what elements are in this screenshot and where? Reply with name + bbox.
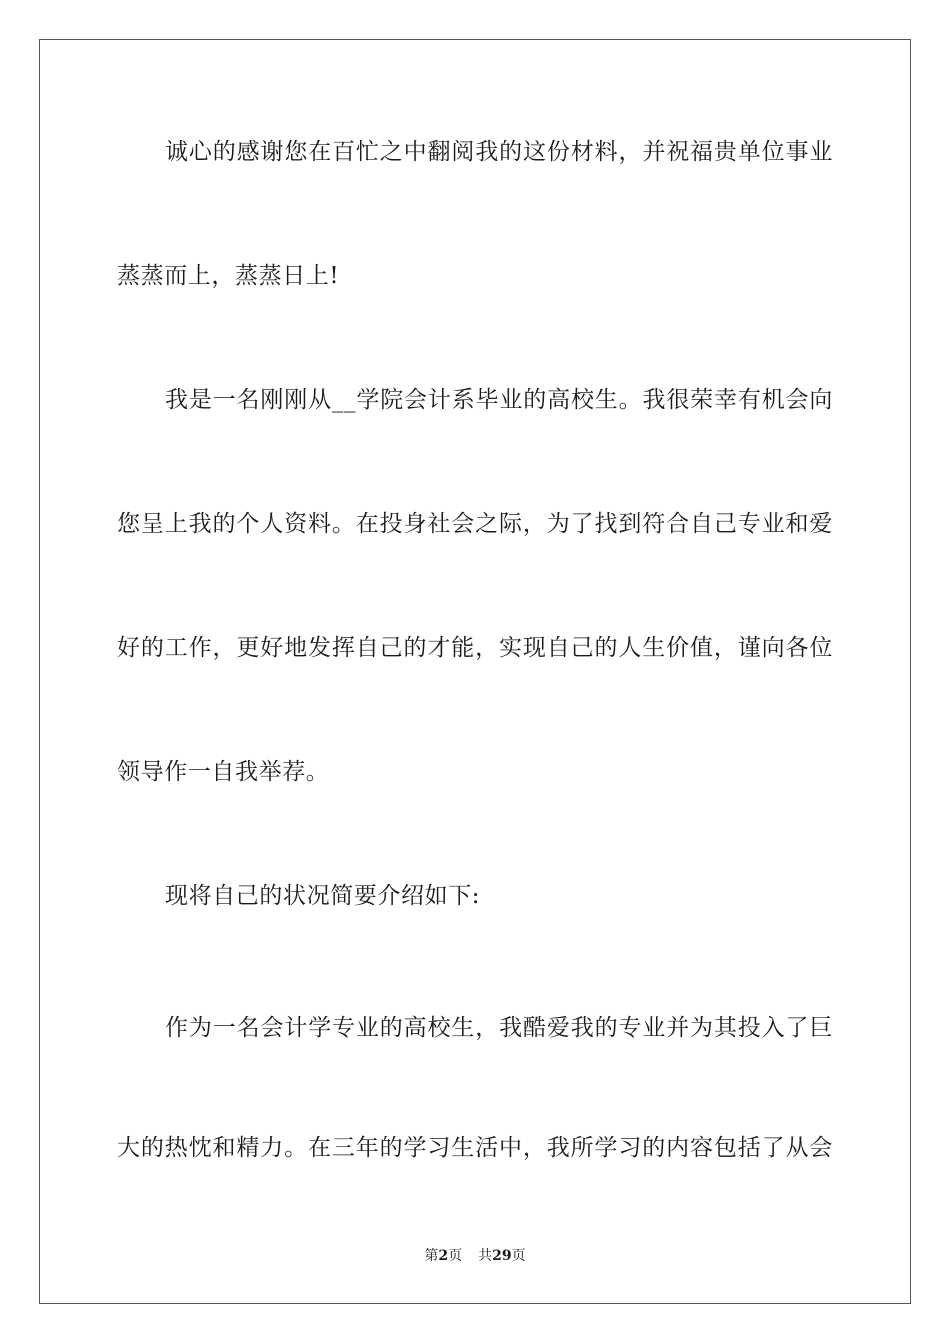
- total-prefix: 共: [478, 1248, 493, 1264]
- page-prefix: 第: [424, 1248, 439, 1264]
- page-border: [39, 39, 911, 1304]
- paragraph-line: 作为一名会计学专业的高校生，我酷爱我的专业并为其投入了巨: [165, 1015, 833, 1041]
- paragraph-line: 您呈上我的个人资料。在投身社会之际，为了找到符合自己专业和爱: [117, 511, 833, 537]
- paragraph-line: 好的工作，更好地发挥自己的才能，实现自己的人生价值，谨向各位: [117, 635, 833, 661]
- total-suffix: 页: [511, 1248, 526, 1264]
- page-suffix: 页: [448, 1248, 463, 1264]
- paragraph-line: 诚心的感谢您在百忙之中翻阅我的这份材料，并祝福贵单位事业: [165, 139, 833, 165]
- paragraph-line: 大的热忱和精力。在三年的学习生活中，我所学习的内容包括了从会: [117, 1135, 833, 1161]
- paragraph-line: 我是一名刚刚从__学院会计系毕业的高校生。我很荣幸有机会向: [165, 387, 833, 413]
- paragraph-line: 蒸蒸而上，蒸蒸日上!: [117, 263, 340, 289]
- paragraph-line: 现将自己的状况简要介绍如下:: [165, 883, 481, 909]
- page-total: 29: [492, 1248, 512, 1264]
- page-current: 2: [438, 1248, 449, 1264]
- paragraph-line: 领导作一自我举荐。: [117, 759, 330, 785]
- page-footer: [0, 1247, 950, 1265]
